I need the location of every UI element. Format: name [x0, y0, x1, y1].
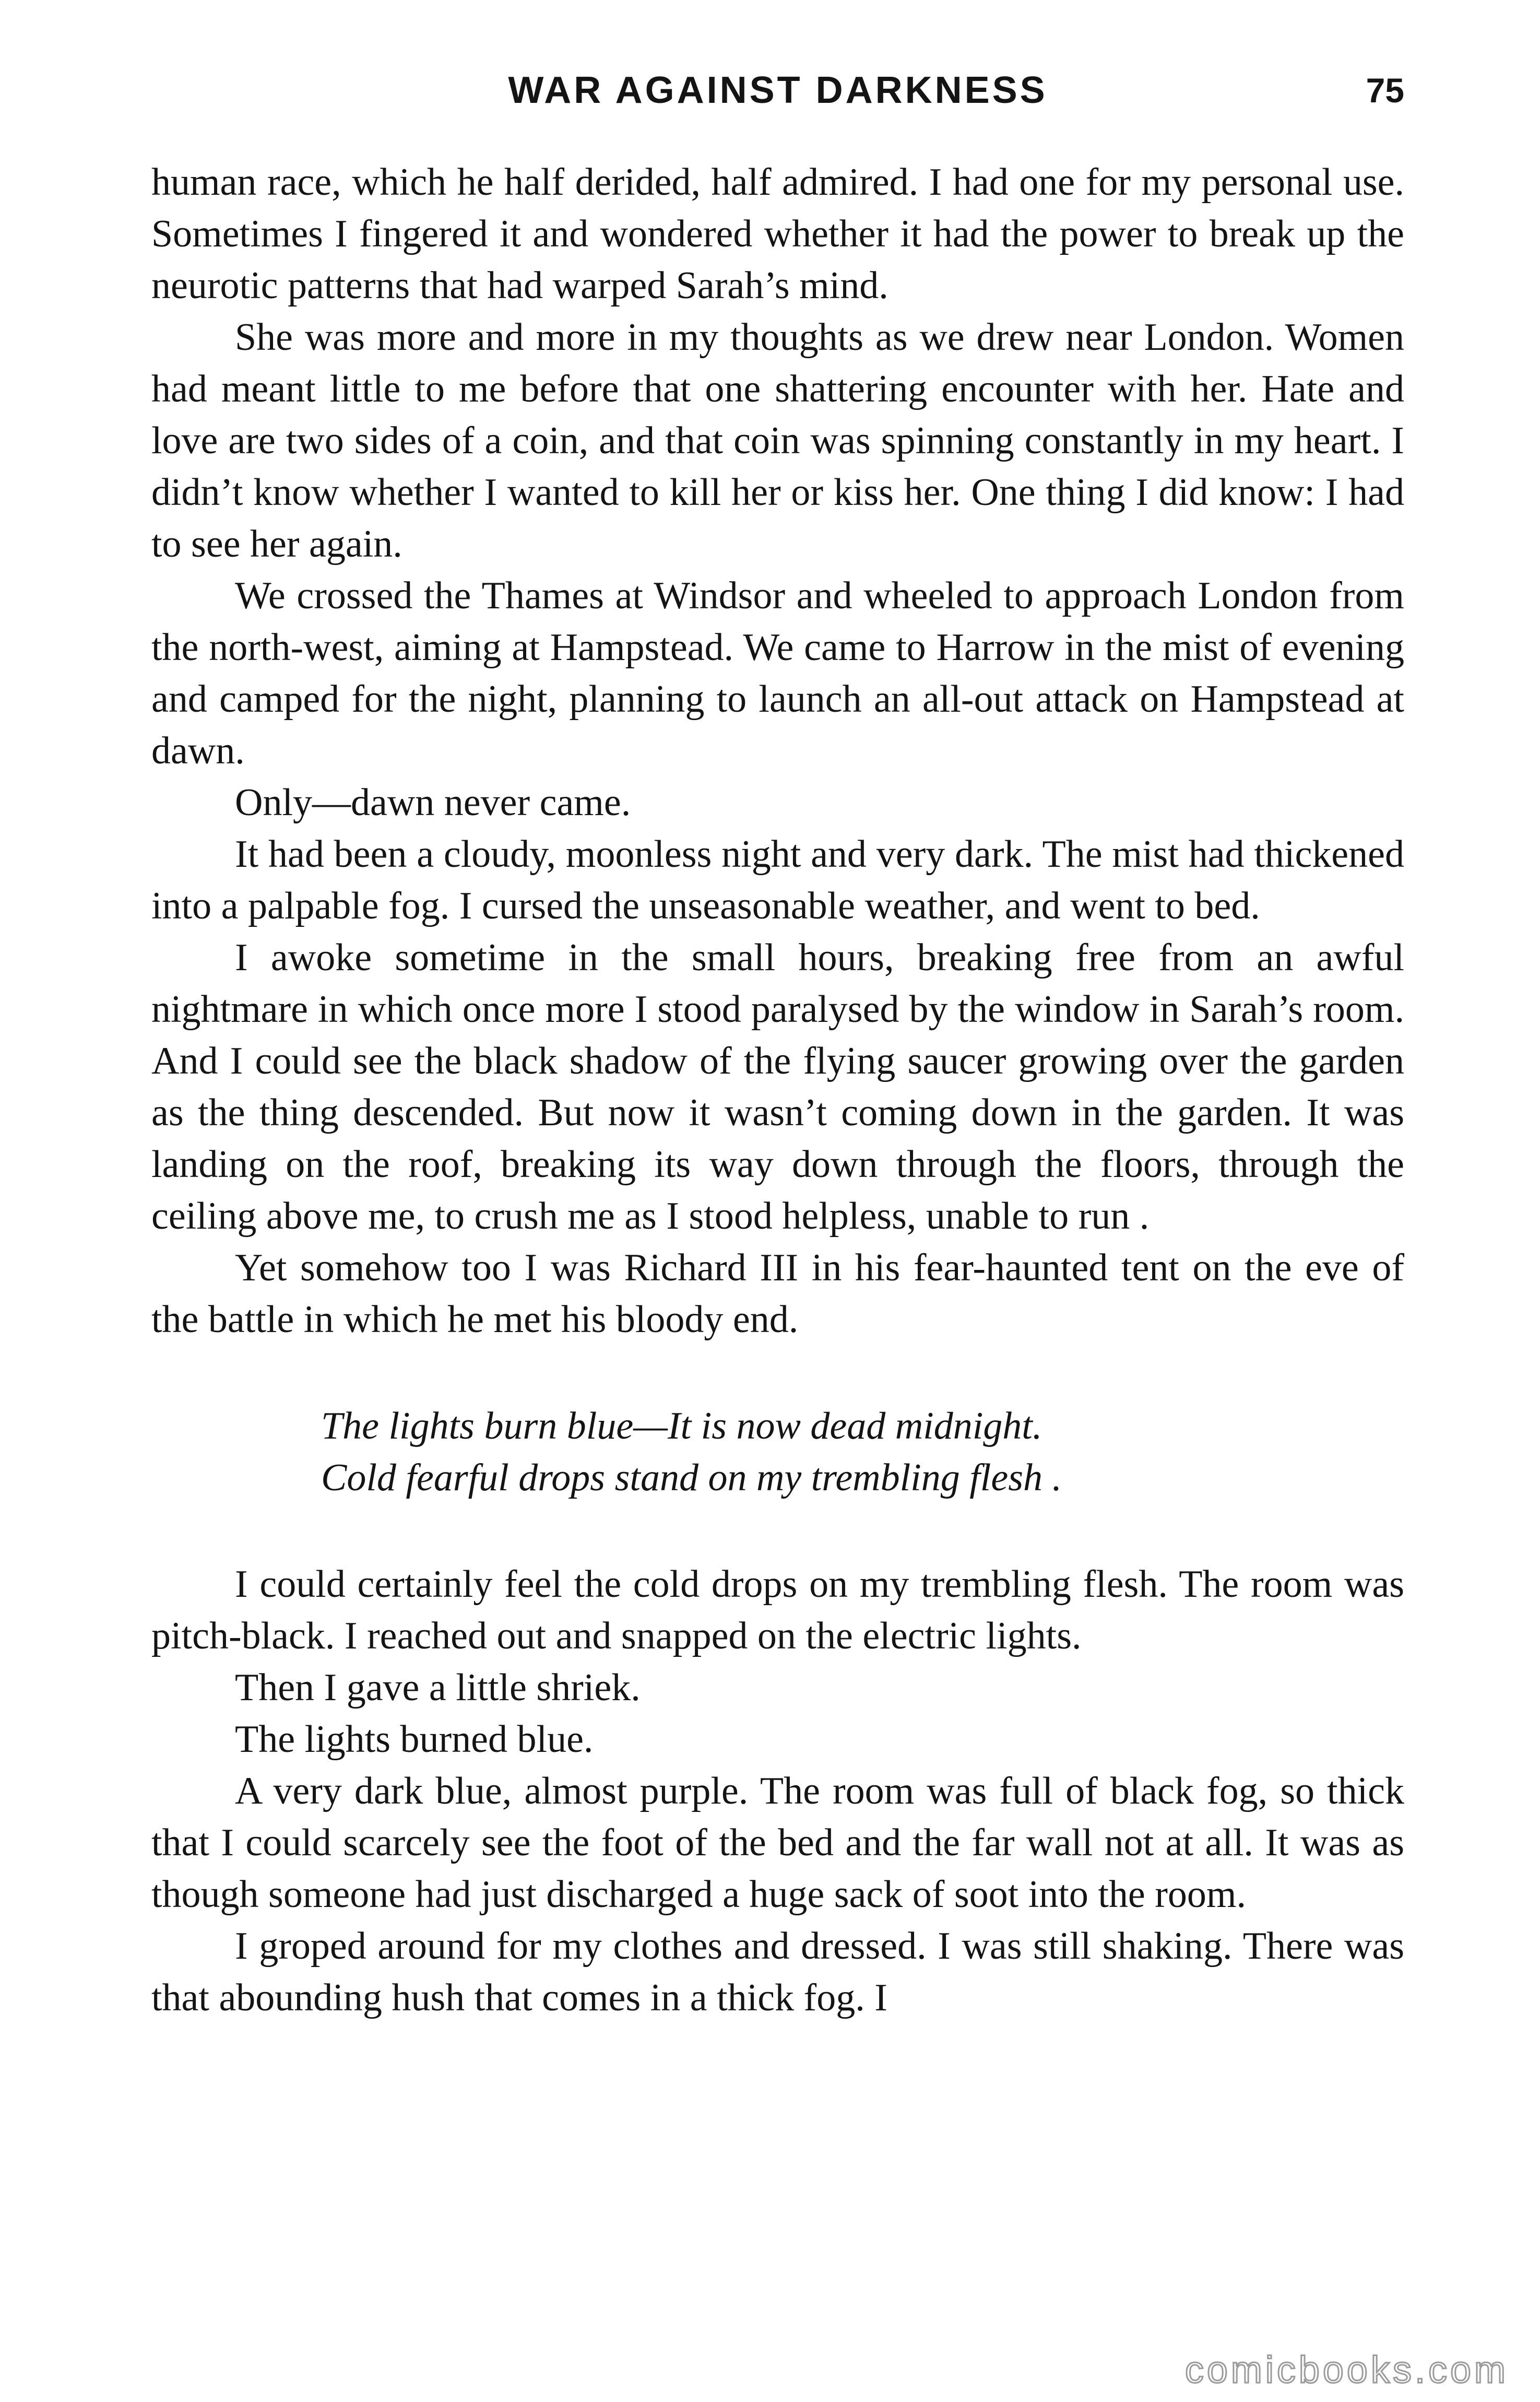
paragraph: We crossed the Thames at Windsor and wheeled to approach London from the north-west, aiming at Hampstead. We came to Harrow in the mist of evening and camped for the night, planning to launch an all-out attack on Hampstead at dawn. [151, 574, 1404, 772]
paragraph: I groped around for my clothes and dressed. I was still shaking. There was that abounding hush that comes in a thick fog. I [151, 1925, 1404, 2019]
paragraph: Only—dawn never came. [235, 781, 631, 824]
paragraph: I could certainly feel the cold drops on my trembling flesh. The room was pitch-black. I reached out and snapped on the electric lights. [151, 1563, 1404, 1657]
body-text [151, 157, 1404, 2024]
paragraph: A very dark blue, almost purple. The room was full of black fog, so thick that I could scarcely see the foot of the bed and the far wall not at all. It was as though someone had just discharged a huge sack of soot into the room. [151, 1770, 1404, 1916]
paragraph: Yet somehow too I was Richard III in his fear-haunted tent on the eve of the battle in which he met his bloody end. [151, 1246, 1404, 1341]
watermark: comicbooks.com [1184, 2349, 1509, 2391]
page-number: 75 [1366, 71, 1404, 110]
paragraph: She was more and more in my thoughts as we drew near London. Women had meant little to me before that one shattering encounter with her. Hate and love are two sides of a coin, and that coin was spinning constantly in my heart. I didn’t know whether I wanted to kill her or kiss her. One thing I did know: I had to see her again. [151, 316, 1404, 566]
running-title: WAR AGAINST DARKNESS [508, 69, 1048, 111]
paragraph: It had been a cloudy, moonless night and very dark. The mist had thickened into a palpable fog. I cursed the unseasonable weather, and went to bed. [151, 833, 1404, 927]
verse-line: The lights burn blue—It is now dead midnight. [321, 1405, 1043, 1447]
paragraph-continued: human race, which he half derided, half admired. I had one for my personal use. Sometimes I fingered it and wondered whether it had the power to break up the neurotic patterns that had warped Sarah’s mind. [151, 161, 1404, 307]
verse-quotation [321, 1400, 1404, 1504]
running-header [151, 62, 1404, 119]
paragraph: I awoke sometime in the small hours, breaking free from an awful nightmare in which once more I stood paralysed by the window in Sarah’s room. And I could see the black shadow of the flying saucer growing over the garden as the thing descended. But now it wasn’t coming down in the garden. It was landing on the roof, breaking its way down through the floors, through the ceiling above me, to crush me as I stood helpless, unable to run . [151, 936, 1404, 1238]
paragraph: Then I gave a little shriek. [235, 1666, 641, 1709]
verse-line: Cold fearful drops stand on my trembling flesh . [321, 1456, 1062, 1499]
paragraph: The lights burned blue. [235, 1718, 594, 1761]
